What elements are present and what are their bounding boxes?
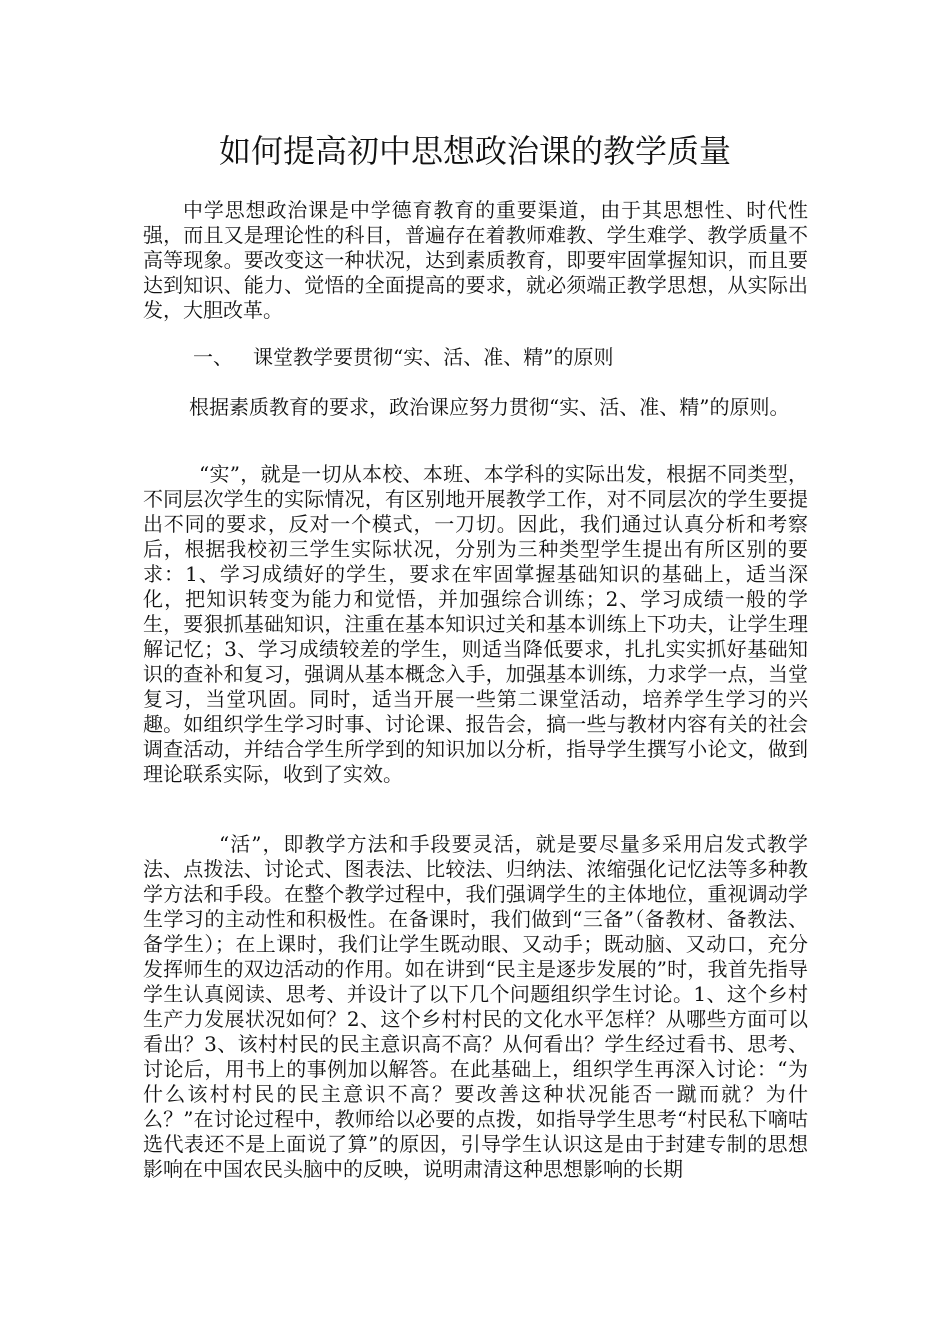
document-title: 如何提高初中思想政治课的教学质量 — [218, 132, 731, 170]
principle-paragraph: 根据素质教育的要求，政治课应努力贯彻“实、活、准、精”的原则。 — [189, 395, 790, 419]
section-heading-text: 课堂教学要贯彻“实、活、准、精”的原则 — [253, 345, 614, 369]
intro-paragraph: 中学思想政治课是中学德育教育的重要渠道，由于其思想性、时代性强，而且又是理论性的科目，普遍存在着教师难教、学生难学、教学质量不高等现象。要改变这一种状况，达到素质教育，即要牢固掌握知识，而且要达到知识、能力、觉悟的全面提高的要求，就必须端正教学思想，从实际出发，大胆改革。 — [143, 198, 808, 322]
section-heading — [143, 345, 858, 370]
section-number: 一、 — [193, 345, 233, 369]
shi-paragraph: “实”，就是一切从本校、本班、本学科的实际出发，根据不同类型，不同层次学生的实际情况，有区别地开展教学工作，对不同层次的学生要提出不同的要求，反对一个模式，一刀切。因此，我们通过认真分析和考察后，根据我校初三学生实际状况，分别为三种类型学生提出有所区别的要求：1、学习成绩好的学生，要求在牢固掌握基础知识的基础上，适当深化，把知识转变为能力和觉悟，并加强综合训练；2、学习成绩一般的学生，要狠抓基础知识，注重在基本知识过关和基本训练上下功夫，让学生理解记忆；3、学习成绩较差的学生，则适当降低要求，扎扎实实抓好基础知识的查补和复习，强调从基本概念入手，加强基本训练，力求学一点，当堂复习，当堂巩固。同时，适当开展一些第二课堂活动，培养学生学习的兴趣。如组织学生学习时事、讨论课、报告会，搞一些与教材内容有关的社会调查活动，并结合学生所学到的知识加以分析，指导学生撰写小论文，做到理论联系实际，收到了实效。 — [143, 462, 808, 786]
huo-paragraph: “活”，即教学方法和手段要灵活，就是要尽量多采用启发式教学法、点拨法、讨论式、图表法、比较法、归纳法、浓缩强化记忆法等多种教学方法和手段。在整个教学过程中，我们强调学生的主体地位，重视调动学生学习的主动性和积极性。在备课时，我们做到“三备”（备教材、备教法、备学生）；在上课时，我们让学生既动眼、又动手；既动脑、又动口，充分发挥师生的双边活动的作用。如在讲到“民主是逐步发展的”时，我首先指导学生认真阅读、思考、并设计了以下几个问题组织学生讨论。1、这个乡村生产力发展状况如何？2、这个乡村村民的文化水平怎样？从哪些方面可以看出？3、该村村民的民主意识高不高？从何看出？学生经过看书、思考、讨论后，用书上的事例加以解答。在此基础上，组织学生再深入讨论：“为什么该村村民的民主意识不高？要改善这种状况能否一蹴而就？为什么？”在讨论过程中，教师给以必要的点拨，如指导学生思考“村民私下嘀咕选代表还不是上面说了算”的原因，引导学生认识这是由于封建专制的思想影响在中国农民头脑中的反映，说明肃清这种思想影响的长期 — [143, 832, 808, 1181]
